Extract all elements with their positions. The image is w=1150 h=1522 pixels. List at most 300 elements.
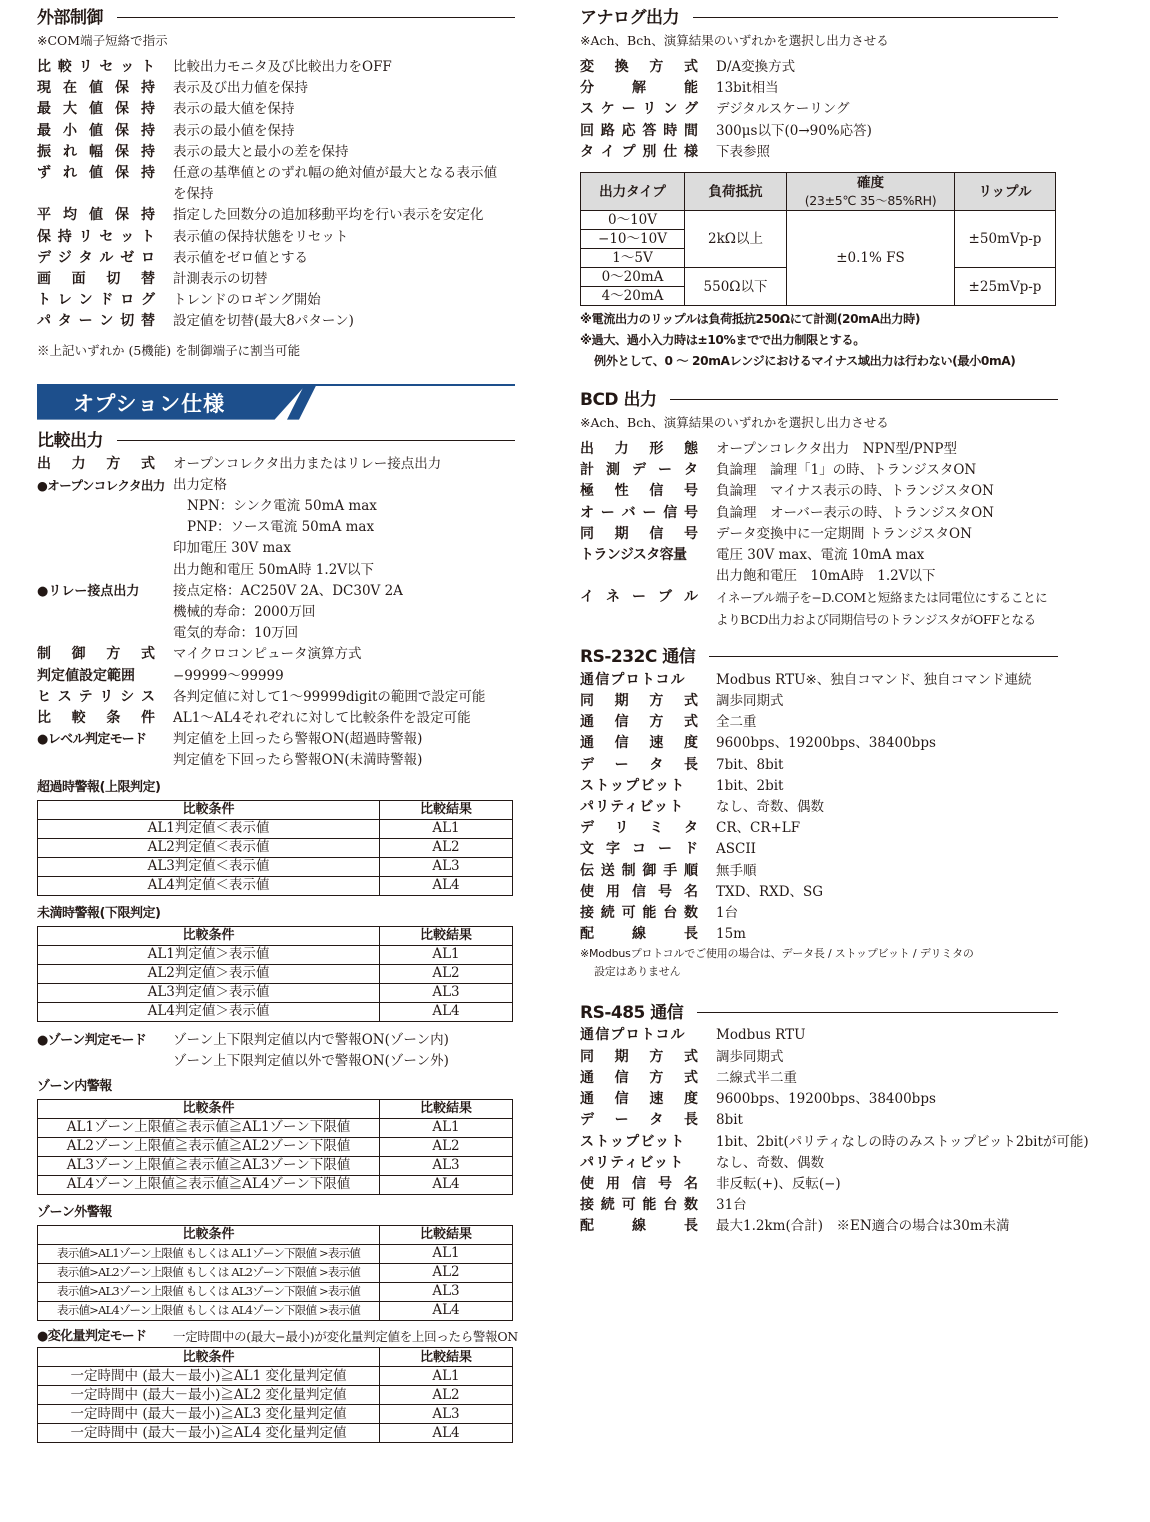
result-cell: AL2	[380, 838, 513, 857]
delta-table	[37, 1347, 513, 1443]
table-row	[38, 857, 513, 876]
spec-value: 8bit	[716, 1112, 743, 1129]
condition-cell: AL4判定値＜表示値	[38, 876, 380, 895]
result-cell: AL3	[380, 1157, 513, 1176]
spec-row	[580, 439, 1058, 460]
table-title: 超過時警報(上限判定)	[37, 779, 161, 795]
spec-value: 表示及び出力値を保持	[173, 80, 308, 97]
condition-cell: 一定時間中 (最大－最小)≧AL2 変化量判定値	[38, 1386, 380, 1405]
spec-row	[580, 99, 1058, 120]
table-cell: −10〜10V	[581, 230, 685, 249]
col-header: 比較結果	[380, 1348, 513, 1367]
spec-label: パ タ ー ン 切 替	[37, 313, 155, 330]
spec-row	[580, 861, 1058, 882]
spec-line: 電気的寿命：10万回	[173, 625, 299, 642]
condition-cell: 表示値>AL1ゾーン上限値 もしくは AL1ゾーン下限値 >表示値	[38, 1245, 380, 1264]
spec-row	[580, 503, 1058, 524]
col-header: 比較結果	[380, 1226, 513, 1245]
section-title: アナログ出力	[580, 7, 679, 28]
col-header: 確度 (23±5℃ 35〜85%RH)	[787, 173, 955, 211]
table-cell: 4〜20mA	[581, 287, 685, 306]
section-title: 比較出力	[37, 431, 103, 452]
note: ※過大、過小入力時は±10%までで出力制限とする。	[580, 333, 865, 348]
spec-value: 判定値を上回ったら警報ON(超過時警報)	[173, 731, 423, 748]
spec-value: D/A変換方式	[716, 59, 796, 75]
spec-label: 計 測 デ ー タ	[580, 462, 698, 479]
spec-row	[580, 1153, 1058, 1174]
condition-cell: AL1判定値＜表示値	[38, 819, 380, 838]
condition-cell: AL2ゾーン上限値≧表示値≧AL2ゾーン下限値	[38, 1138, 380, 1157]
spec-row	[37, 269, 515, 290]
spec-label: ストップビット	[580, 1133, 686, 1150]
spec-label: 現 在 値 保 持	[37, 80, 155, 97]
spec-value: 負論理 オーバー表示の時、トランジスタON	[716, 504, 994, 521]
spec-value: なし、奇数、偶数	[716, 799, 824, 816]
spec-label: 通 信 速 度	[580, 735, 698, 752]
spec-label: 最 大 値 保 持	[37, 101, 155, 118]
table-cell: 550Ω以下	[685, 268, 787, 306]
spec-value: マイクロコンピュータ演算方式	[173, 646, 362, 663]
spec-label: ず れ 値 保 持	[37, 165, 155, 182]
col-header: 比較条件	[38, 1226, 380, 1245]
spec-row	[580, 481, 1058, 502]
table-title: ゾーン内警報	[37, 1079, 112, 1095]
spec-label: 保 持 リ セ ッ ト	[37, 228, 155, 245]
condition-cell: AL2判定値＞表示値	[38, 964, 380, 983]
spec-list	[37, 205, 515, 332]
spec-list	[580, 439, 1058, 566]
spec-line: 印加電圧 30V max	[173, 540, 291, 557]
col-header: 比較条件	[38, 1100, 380, 1119]
spec-label: 配 線 長	[580, 1218, 698, 1235]
spec-row	[37, 708, 515, 729]
spec-row	[580, 1174, 1058, 1195]
spec-row	[580, 524, 1058, 545]
spec-line: ゾーン上下限判定値以外で警報ON(ゾーン外)	[173, 1052, 449, 1069]
spec-value: 負論理 マイナス表示の時、トランジスタON	[716, 483, 994, 500]
spec-line: 出力飽和電圧 50mA時 1.2V以下	[173, 561, 375, 578]
table-cell: 2kΩ以上	[685, 211, 787, 268]
spec-value: 各判定値に対して1〜99999digitの範囲で設定可能	[173, 688, 486, 705]
spec-value: 計測表示の切替	[173, 271, 268, 288]
spec-value: 一定時間中の(最大−最小)が変化量判定値を上回ったら警報ON	[173, 1329, 518, 1345]
spec-row	[37, 311, 515, 332]
spec-value: 9600bps、19200bps、38400bps	[716, 735, 936, 752]
table-row	[38, 1283, 513, 1302]
spec-value: TXD、RXD、SG	[716, 883, 824, 900]
table-cell: ±50mVp-p	[955, 211, 1056, 268]
result-cell: AL4	[380, 1302, 513, 1321]
spec-value: 9600bps、19200bps、38400bps	[716, 1091, 936, 1108]
section-bcd-output	[580, 382, 1058, 412]
spec-row	[580, 1195, 1058, 1216]
spec-label: 回 路 応 答 時 間	[580, 122, 698, 139]
spec-row	[580, 839, 1058, 860]
spec-value: 調歩同期式	[716, 693, 784, 710]
spec-value: Modbus RTU	[716, 1027, 806, 1044]
spec-value: 比較出力モニタ及び比較出力をOFF	[173, 59, 392, 75]
table-row	[38, 1245, 513, 1264]
condition-cell: AL1ゾーン上限値≧表示値≧AL1ゾーン下限値	[38, 1119, 380, 1138]
section-note: ※Ach、Bch、演算結果のいずれかを選択し出力させる	[580, 415, 889, 431]
spec-row	[580, 691, 1058, 712]
col-header: 出力タイプ	[581, 173, 685, 211]
section-note: ※Ach、Bch、演算結果のいずれかを選択し出力させる	[580, 33, 889, 48]
spec-row	[580, 1047, 1058, 1068]
note: ※電流出力のリップルは負荷抵抗250Ωにて計測(20mA出力時)	[580, 312, 921, 327]
spec-label: イ ネ ー ブ ル	[580, 589, 698, 606]
table-cell: 0〜20mA	[581, 268, 685, 287]
result-cell: AL1	[380, 945, 513, 964]
condition-cell: 表示値>AL4ゾーン上限値 もしくは AL4ゾーン下限値 >表示値	[38, 1302, 380, 1321]
spec-row	[580, 1068, 1058, 1089]
table-row	[38, 1157, 513, 1176]
over-alarm-table	[37, 800, 513, 896]
section-external-control	[37, 0, 515, 30]
spec-label: 比 較 条 件	[37, 710, 155, 727]
spec-label: 通信プロトコル	[580, 671, 686, 688]
spec-value: CR、CR+LF	[716, 820, 801, 837]
spec-line: 判定値を下回ったら警報ON(未満時警報)	[173, 752, 423, 769]
table-row	[38, 819, 513, 838]
spec-value: ゾーン上下限判定値以内で警報ON(ゾーン内)	[173, 1031, 449, 1048]
table-row	[38, 1264, 513, 1283]
spec-label: ●ゾーン判定モード	[37, 1032, 147, 1048]
spec-row	[37, 687, 515, 708]
spec-value: 13bit相当	[716, 80, 779, 97]
table-row	[38, 983, 513, 1002]
spec-row	[580, 1025, 1058, 1046]
spec-list	[580, 57, 1058, 163]
section-title: RS-485 通信	[580, 1002, 684, 1023]
spec-value: オープンコレクタ出力 NPN型/PNP型	[716, 441, 957, 458]
result-cell: AL2	[380, 1138, 513, 1157]
col-header: 負荷抵抗	[685, 173, 787, 211]
col-header: 比較条件	[38, 1348, 380, 1367]
spec-row	[37, 666, 515, 687]
spec-value: トレンドのロギング開始	[173, 292, 321, 309]
table-row	[38, 1405, 513, 1424]
table-row	[38, 1138, 513, 1157]
spec-row	[37, 121, 515, 142]
spec-label: ヒ ス テ リ シ ス	[37, 688, 155, 705]
note: ※Modbusプロトコルでご使用の場合は、データ長 / ストップビット / デリミタの	[580, 947, 974, 961]
spec-row	[580, 57, 1058, 78]
spec-label: オ ー バ ー 信 号	[580, 504, 698, 521]
spec-value: Modbus RTU※、独自コマンド、独自コマンド連続	[716, 671, 1032, 688]
spec-row	[37, 1030, 515, 1051]
spec-label: 出 力 形 態	[580, 441, 698, 458]
condition-cell: 一定時間中 (最大－最小)≧AL4 変化量判定値	[38, 1424, 380, 1443]
section-title: 外部制御	[37, 7, 103, 28]
spec-row	[580, 587, 1058, 608]
spec-row	[37, 142, 515, 163]
spec-value: 設定値を切替(最大8パターン)	[173, 313, 354, 330]
spec-row	[37, 581, 515, 602]
spec-row	[37, 78, 515, 99]
table-row	[38, 838, 513, 857]
table-title: ゾーン外警報	[37, 1205, 112, 1221]
spec-value: 下表参照	[716, 143, 770, 160]
spec-label: 最 小 値 保 持	[37, 122, 155, 139]
zone-out-table	[37, 1225, 513, 1321]
spec-value: 7bit、8bit	[716, 756, 784, 773]
table-row	[38, 1119, 513, 1138]
spec-label: ト レ ン ド ロ グ	[37, 292, 155, 309]
condition-cell: AL4ゾーン上限値≧表示値≧AL4ゾーン下限値	[38, 1176, 380, 1195]
zone-in-table	[37, 1099, 513, 1195]
spec-label: 判定値設定範囲	[37, 667, 135, 684]
result-cell: AL3	[380, 983, 513, 1002]
spec-row	[37, 644, 515, 665]
spec-value: 表示値の保持状態をリセット	[173, 228, 349, 245]
condition-cell: AL3判定値＜表示値	[38, 857, 380, 876]
spec-row	[580, 1089, 1058, 1110]
spec-label: 通 信 方 式	[580, 714, 698, 731]
spec-value: ASCII	[716, 841, 756, 858]
table-row	[38, 1002, 513, 1021]
spec-line: よりBCD出力および同期信号のトランジスタがOFFとなる	[716, 611, 1036, 627]
table-row	[38, 1424, 513, 1443]
col-header: 比較条件	[38, 800, 380, 819]
spec-row	[37, 729, 515, 750]
result-cell: AL3	[380, 1283, 513, 1302]
option-banner	[37, 384, 515, 420]
col-header: 比較結果	[380, 1100, 513, 1119]
spec-row	[37, 454, 515, 475]
section-rs232c	[580, 640, 1058, 670]
spec-row	[580, 460, 1058, 481]
spec-row	[580, 1110, 1058, 1131]
spec-row	[580, 797, 1058, 818]
col-header: 比較結果	[380, 926, 513, 945]
condition-cell: AL1判定値＞表示値	[38, 945, 380, 964]
spec-value: 任意の基準値とのずれ幅の絶対値が最大となる表示値	[173, 165, 497, 182]
table-cell: ±0.1% FS	[787, 211, 955, 306]
spec-label: 接 続 可 能 台 数	[580, 1197, 698, 1214]
spec-value: 15m	[716, 926, 746, 943]
section-title: RS-232C 通信	[580, 647, 696, 668]
spec-value: 1台	[716, 905, 739, 922]
spec-value: 表示の最大値を保持	[173, 101, 295, 118]
spec-label: トランジスタ容量	[580, 547, 687, 564]
spec-line: NPN：シンク電流 50mA max	[187, 498, 377, 515]
condition-cell: 一定時間中 (最大－最小)≧AL1 変化量判定値	[38, 1367, 380, 1386]
spec-label: デ ー タ 長	[580, 1112, 698, 1129]
spec-value: 300μs以下(0→90%応答)	[716, 122, 872, 139]
spec-label: 同 期 信 号	[580, 525, 698, 542]
spec-label: デ ー タ 長	[580, 756, 698, 773]
spec-value: イネーブル端子を−D.COMと短絡または同電位にすることに	[716, 590, 1048, 606]
result-cell: AL4	[380, 876, 513, 895]
spec-value: 表示の最小値を保持	[173, 122, 295, 139]
table-row	[38, 876, 513, 895]
section-compare-output	[37, 424, 515, 454]
spec-label: 同 期 方 式	[580, 1048, 698, 1065]
result-cell: AL2	[380, 1264, 513, 1283]
result-cell: AL1	[380, 819, 513, 838]
spec-value: 全二重	[716, 714, 757, 731]
spec-label: パリティビット	[580, 799, 685, 816]
spec-label: タ イ プ 別 仕 様	[580, 143, 698, 160]
condition-cell: AL4判定値＞表示値	[38, 1002, 380, 1021]
condition-cell: 表示値>AL3ゾーン上限値 もしくは AL3ゾーン下限値 >表示値	[38, 1283, 380, 1302]
spec-value: 指定した回数分の追加移動平均を行い表示を安定化	[173, 207, 484, 224]
spec-row	[37, 99, 515, 120]
spec-line: 出力飽和電圧 10mA時 1.2V以下	[716, 568, 936, 585]
spec-row	[580, 733, 1058, 754]
spec-row	[37, 290, 515, 311]
spec-row	[580, 1216, 1058, 1237]
result-cell: AL4	[380, 1424, 513, 1443]
condition-cell: AL3ゾーン上限値≧表示値≧AL3ゾーン下限値	[38, 1157, 380, 1176]
spec-row	[580, 670, 1058, 691]
condition-cell: AL3判定値＞表示値	[38, 983, 380, 1002]
spec-value: デジタルスケーリング	[716, 101, 850, 118]
spec-list	[580, 1025, 1089, 1237]
spec-value: 表示値をゼロ値とする	[173, 249, 308, 266]
spec-label: 極 性 信 号	[580, 483, 698, 500]
result-cell: AL3	[380, 857, 513, 876]
spec-value: 31台	[716, 1197, 747, 1214]
spec-continuation: を保持	[173, 186, 214, 203]
spec-label: 配 線 長	[580, 926, 698, 943]
note: 設定はありません	[594, 965, 681, 979]
spec-value: 無手順	[716, 862, 757, 879]
table-cell: ±25mVp-p	[955, 268, 1056, 306]
condition-cell: 表示値>AL2ゾーン上限値 もしくは AL2ゾーン下限値 >表示値	[38, 1264, 380, 1283]
spec-list	[37, 57, 515, 184]
section-analog-output	[580, 0, 1058, 30]
spec-label: ●リレー接点出力	[37, 583, 140, 599]
right-column	[580, 0, 1089, 1238]
left-column	[37, 0, 518, 1443]
table-row	[38, 964, 513, 983]
spec-label: 変 換 方 式	[580, 59, 698, 75]
spec-label: 同 期 方 式	[580, 693, 698, 710]
spec-label: ストップビット	[580, 777, 686, 794]
col-header: 比較条件	[38, 926, 380, 945]
condition-cell: 一定時間中 (最大－最小)≧AL3 変化量判定値	[38, 1405, 380, 1424]
spec-label: 画 面 切 替	[37, 271, 155, 288]
table-row	[38, 1302, 513, 1321]
spec-label: 比 較 リ セ ッ ト	[37, 59, 155, 75]
spec-value: なし、奇数、偶数	[716, 1154, 824, 1171]
spec-label: 通 信 方 式	[580, 1069, 698, 1086]
spec-row	[580, 1132, 1089, 1153]
spec-row	[580, 776, 1058, 797]
spec-label: ス ケ ー リ ン グ	[580, 101, 698, 118]
spec-label: パリティビット	[580, 1154, 685, 1171]
spec-value: 最大1.2km(合計) ※EN適合の場合は30m未満	[716, 1218, 1010, 1235]
table-row	[38, 945, 513, 964]
spec-row	[580, 903, 1058, 924]
spec-row	[580, 78, 1058, 99]
section-rs485	[580, 995, 1058, 1025]
spec-row	[37, 248, 515, 269]
spec-value: AL1〜AL4それぞれに対して比較条件を設定可能	[173, 710, 471, 727]
table-row	[38, 1176, 513, 1195]
spec-label: 接 続 可 能 台 数	[580, 905, 698, 922]
result-cell: AL1	[380, 1119, 513, 1138]
spec-label: ●レベル判定モード	[37, 732, 147, 748]
result-cell: AL4	[380, 1176, 513, 1195]
result-cell: AL3	[380, 1405, 513, 1424]
spec-row	[37, 205, 515, 226]
table-title: 未満時警報(下限判定)	[37, 905, 161, 921]
spec-row	[580, 545, 1058, 566]
spec-label: 使 用 信 号 名	[580, 883, 698, 900]
spec-label: ●変化量判定モード	[37, 1329, 147, 1345]
spec-row	[580, 712, 1058, 733]
spec-row	[37, 57, 515, 78]
spec-label: 振 れ 幅 保 持	[37, 143, 155, 160]
spec-row	[580, 882, 1058, 903]
section-title: BCD 出力	[580, 389, 657, 410]
result-cell: AL2	[380, 964, 513, 983]
result-cell: AL1	[380, 1245, 513, 1264]
spec-row	[37, 1326, 518, 1347]
table-cell: 1〜5V	[581, 249, 685, 268]
under-alarm-table	[37, 926, 513, 1022]
spec-label: 伝 送 制 御 手 順	[580, 862, 698, 879]
table-cell: 0〜10V	[581, 211, 685, 230]
spec-label: デ ジ タ ル ゼ ロ	[37, 249, 155, 266]
col-header: リップル	[955, 173, 1056, 211]
condition-cell: AL2判定値＜表示値	[38, 838, 380, 857]
spec-value: 接点定格：AC250V 2A、DC30V 2A	[173, 582, 403, 599]
spec-row	[580, 142, 1058, 163]
spec-value: 非反転(+)、反転(−)	[716, 1175, 841, 1192]
spec-label: 使 用 信 号 名	[580, 1175, 698, 1192]
spec-value: 1bit、2bit	[716, 777, 784, 794]
spec-label: 通 信 速 度	[580, 1091, 698, 1108]
spec-value: 電圧 30V max、電流 10mA max	[716, 547, 925, 564]
spec-row	[37, 163, 515, 184]
spec-label: 文 字 コ ー ド	[580, 841, 698, 858]
spec-label: 出 力 方 式	[37, 455, 155, 472]
table-row	[38, 1367, 513, 1386]
spec-line: 機械的寿命：2000万回	[173, 604, 316, 621]
spec-label: 分 解 能	[580, 80, 698, 97]
spec-value: −99999〜99999	[173, 667, 284, 684]
spec-label: ●オープンコレクタ出力	[37, 477, 165, 493]
spec-label: 通信プロトコル	[580, 1027, 686, 1044]
spec-value: 二線式半二重	[716, 1069, 797, 1086]
note: 例外として、0 〜 20mAレンジにおけるマイナス域出力は行わない(最小0mA)	[594, 354, 1016, 369]
spec-value: 負論理 論理「1」の時、トランジスタON	[716, 462, 977, 479]
spec-value: 1bit、2bit(パリティなしの時のみストップビット2bitが可能)	[716, 1133, 1089, 1150]
spec-value: オープンコレクタ出力またはリレー接点出力	[173, 455, 442, 472]
spec-value: データ変換中に一定期間 トランジスタON	[716, 525, 972, 542]
analog-type-table	[580, 172, 1056, 306]
result-cell: AL2	[380, 1386, 513, 1405]
spec-list	[580, 670, 1058, 946]
spec-value: 表示の最大と最小の差を保持	[173, 143, 349, 160]
spec-value: 出力定格	[173, 476, 227, 493]
section-note: ※COM端子短絡で指示	[37, 33, 168, 48]
spec-line: PNP：ソース電流 50mA max	[187, 519, 375, 536]
spec-row	[580, 818, 1058, 839]
spec-row	[37, 227, 515, 248]
spec-label: 制 御 方 式	[37, 646, 155, 663]
spec-row	[37, 475, 515, 496]
spec-label: 平 均 値 保 持	[37, 207, 155, 224]
footnote: ※上記いずれか (5機能) を制御端子に割当可能	[37, 342, 301, 358]
spec-row	[580, 121, 1058, 142]
spec-label: デ リ ミ タ	[580, 820, 698, 837]
table-row	[38, 1386, 513, 1405]
